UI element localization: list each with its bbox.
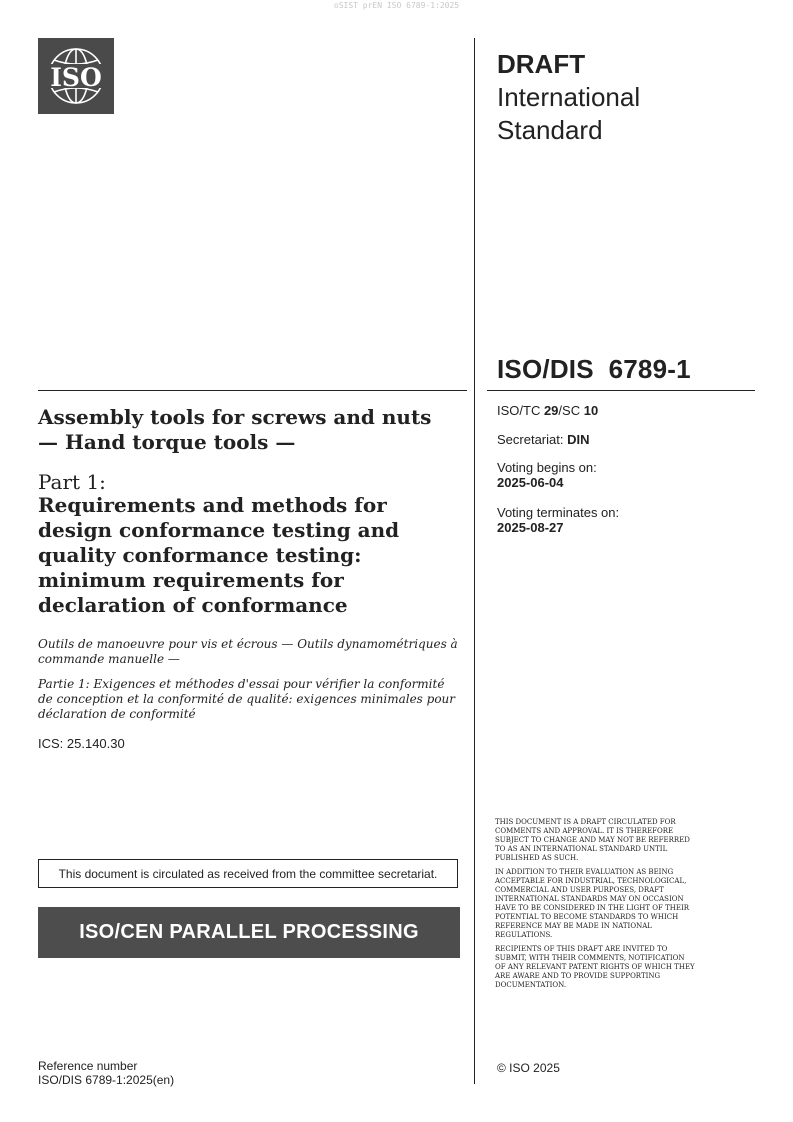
voting-terminates-label: Voting terminates on: — [497, 505, 620, 520]
sc-number: 10 — [583, 403, 599, 418]
circulation-notice: This document is circulated as received from the committee secretariat. — [38, 859, 458, 888]
secretariat-value: DIN — [567, 432, 590, 447]
voting-begins-label: Voting begins on: — [497, 460, 597, 475]
disclaimer-paragraph-3: RECIPIENTS OF THIS DRAFT ARE INVITED TO SUBMIT, WITH THEIR COMMENTS, NOTIFICATION OF ANY RELEVANT PATENT RIGHTS OF WHICH THEY ARE AWARE AND TO PROVIDE SUPPORTING DOCUMENTATION. — [495, 945, 695, 989]
sc-prefix: /SC — [558, 403, 584, 418]
main-title: Assembly tools for screws and nuts — Hand torque tools — — [38, 405, 432, 454]
heading-line-draft: DRAFT — [497, 49, 586, 79]
reference-number — [38, 1059, 174, 1087]
french-main-title: Outils de manoeuvre pour vis et écrous — Outils dynamométriques à commande manuelle — — [38, 637, 458, 666]
vertical-divider — [474, 38, 475, 1084]
watermark: oSIST prEN ISO 6789-1:2025 — [333, 1, 460, 10]
disclaimer-paragraph-1: THIS DOCUMENT IS A DRAFT CIRCULATED FOR COMMENTS AND APPROVAL. IT IS THEREFORE SUBJECT TO CHANGE AND MAY NOT BE REFERRED TO AS AN INTERNATIONAL STANDARD UNTIL PUBLISHED AS SUCH. — [495, 818, 690, 862]
part-label: Part 1: — [38, 470, 106, 494]
iso-logo — [38, 38, 114, 114]
reference-value: ISO/DIS 6789-1:2025(en) — [38, 1073, 175, 1087]
voting-terminates-date: 2025-08-27 — [497, 520, 564, 535]
reference-label: Reference number — [38, 1059, 138, 1073]
heading-line-standard: Standard — [497, 115, 603, 145]
french-part-title: Partie 1: Exigences et méthodes d'essai pour vérifier la conformité de conception et la conformité de qualité: exigences minimales pour déclaration de conformité — [38, 677, 456, 721]
secretariat — [497, 432, 589, 447]
disclaimer-paragraph-2: IN ADDITION TO THEIR EVALUATION AS BEING ACCEPTABLE FOR INDUSTRIAL, TECHNOLOGICAL, COMMERCIAL AND USER PURPOSES, DRAFT INTERNATIONAL STANDARDS MAY ON OCCASION HAVE TO BE CONSIDERED IN THE LIGHT OF THEIR POTENTIAL TO BECOME STANDARDS TO WHICH REFERENCE MAY BE MADE IN NATIONAL REGULATIONS. — [495, 868, 690, 939]
iso-globe-logo-icon — [38, 38, 114, 114]
horizontal-divider-left — [38, 390, 467, 391]
horizontal-divider-right — [487, 390, 755, 391]
iso-logo-text: ISO — [50, 63, 102, 92]
voting-terminates — [497, 505, 619, 535]
heading-line-international: International — [497, 82, 641, 112]
part-title: Requirements and methods for design conformance testing and quality conformance testing: minimum requirements for declaration of conformance — [38, 493, 400, 617]
copyright: © ISO 2025 — [497, 1061, 560, 1075]
committee-reference — [497, 403, 598, 418]
voting-begins — [497, 460, 597, 490]
draft-disclaimer — [495, 818, 695, 995]
secretariat-label: Secretariat: — [497, 432, 568, 447]
voting-begins-date: 2025-06-04 — [497, 475, 564, 490]
document-type-heading — [497, 48, 640, 147]
tc-prefix: ISO/TC — [497, 403, 544, 418]
parallel-processing-banner: ISO/CEN PARALLEL PROCESSING — [38, 907, 460, 958]
tc-number: 29 — [543, 403, 559, 418]
ics-code: ICS: 25.140.30 — [38, 736, 125, 751]
standard-number: ISO/DIS 6789-1 — [497, 354, 691, 384]
